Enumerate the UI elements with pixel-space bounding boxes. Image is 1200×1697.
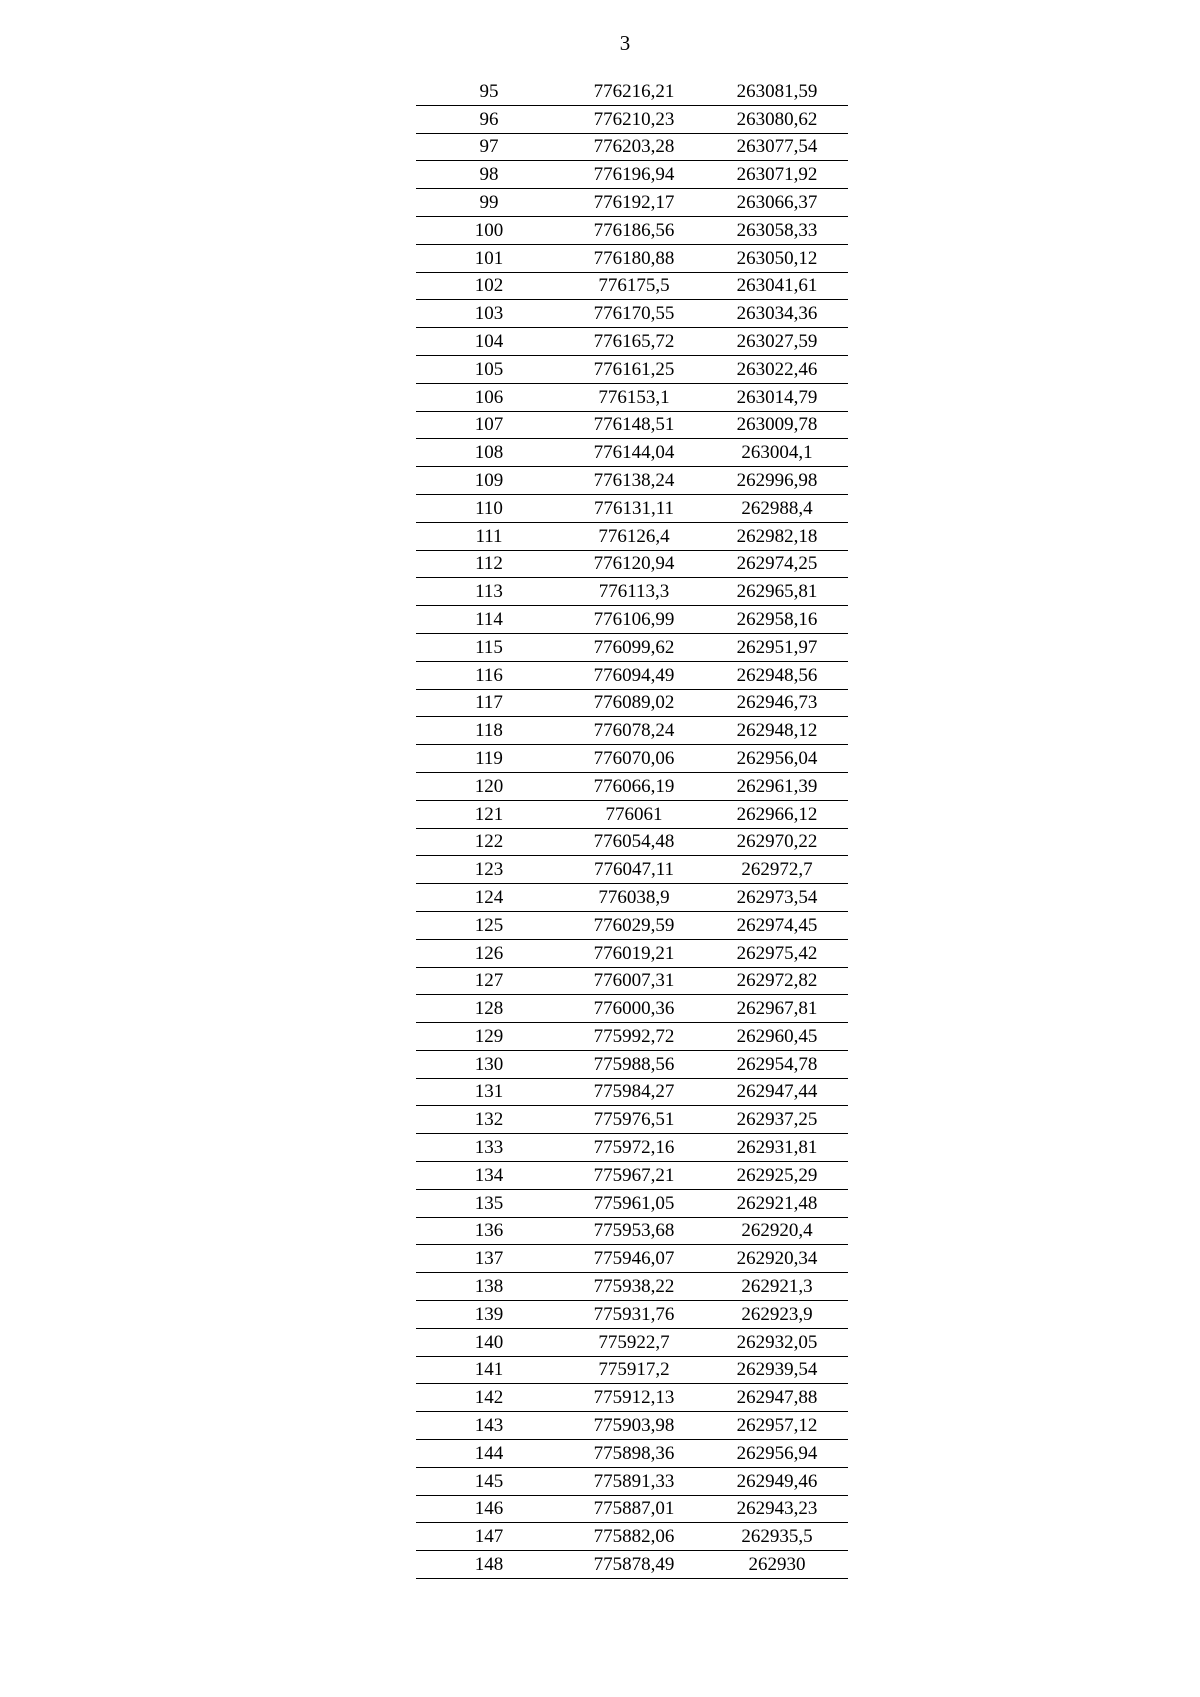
x-coordinate-cell: 776153,1 [562,383,706,411]
x-coordinate-cell: 776192,17 [562,189,706,217]
y-coordinate-cell: 262957,12 [706,1412,848,1440]
point-number-cell: 135 [416,1189,562,1217]
y-coordinate-cell: 262921,3 [706,1273,848,1301]
y-coordinate-cell: 262972,7 [706,856,848,884]
table-row [416,1106,848,1134]
point-number-cell: 113 [416,578,562,606]
y-coordinate-cell: 262970,22 [706,828,848,856]
point-number-cell: 105 [416,355,562,383]
point-number-cell: 100 [416,216,562,244]
point-number-cell: 108 [416,439,562,467]
point-number-cell: 97 [416,133,562,161]
table-row [416,522,848,550]
x-coordinate-cell: 776089,02 [562,689,706,717]
x-coordinate-cell: 776029,59 [562,911,706,939]
point-number-cell: 144 [416,1440,562,1468]
point-number-cell: 128 [416,995,562,1023]
y-coordinate-cell: 262937,25 [706,1106,848,1134]
coordinates-table-body [416,78,848,1579]
x-coordinate-cell: 776170,55 [562,300,706,328]
point-number-cell: 121 [416,800,562,828]
point-number-cell: 127 [416,967,562,995]
x-coordinate-cell: 776038,9 [562,884,706,912]
table-row [416,1078,848,1106]
point-number-cell: 111 [416,522,562,550]
x-coordinate-cell: 775922,7 [562,1328,706,1356]
x-coordinate-cell: 776078,24 [562,717,706,745]
y-coordinate-cell: 262956,94 [706,1440,848,1468]
table-row [416,161,848,189]
y-coordinate-cell: 262923,9 [706,1301,848,1329]
y-coordinate-cell: 262921,48 [706,1189,848,1217]
point-number-cell: 119 [416,745,562,773]
table-row [416,1467,848,1495]
point-number-cell: 143 [416,1412,562,1440]
point-number-cell: 148 [416,1551,562,1579]
x-coordinate-cell: 775912,13 [562,1384,706,1412]
x-coordinate-cell: 776196,94 [562,161,706,189]
table-row [416,578,848,606]
point-number-cell: 141 [416,1356,562,1384]
x-coordinate-cell: 775961,05 [562,1189,706,1217]
x-coordinate-cell: 776180,88 [562,244,706,272]
y-coordinate-cell: 262948,12 [706,717,848,745]
y-coordinate-cell: 263050,12 [706,244,848,272]
table-row [416,133,848,161]
table-row [416,800,848,828]
table-row [416,661,848,689]
x-coordinate-cell: 775891,33 [562,1467,706,1495]
point-number-cell: 116 [416,661,562,689]
y-coordinate-cell: 262960,45 [706,1023,848,1051]
table-row [416,1134,848,1162]
y-coordinate-cell: 262931,81 [706,1134,848,1162]
table-row [416,355,848,383]
point-number-cell: 139 [416,1301,562,1329]
y-coordinate-cell: 263071,92 [706,161,848,189]
x-coordinate-cell: 776061 [562,800,706,828]
point-number-cell: 99 [416,189,562,217]
point-number-cell: 101 [416,244,562,272]
point-number-cell: 109 [416,467,562,495]
y-coordinate-cell: 262965,81 [706,578,848,606]
table-row [416,1162,848,1190]
x-coordinate-cell: 776120,94 [562,550,706,578]
table-row [416,772,848,800]
table-row [416,1301,848,1329]
point-number-cell: 126 [416,939,562,967]
point-number-cell: 103 [416,300,562,328]
y-coordinate-cell: 262958,16 [706,606,848,634]
x-coordinate-cell: 776000,36 [562,995,706,1023]
y-coordinate-cell: 262930 [706,1551,848,1579]
point-number-cell: 117 [416,689,562,717]
point-number-cell: 140 [416,1328,562,1356]
y-coordinate-cell: 262947,44 [706,1078,848,1106]
point-number-cell: 130 [416,1050,562,1078]
y-coordinate-cell: 262967,81 [706,995,848,1023]
y-coordinate-cell: 262932,05 [706,1328,848,1356]
y-coordinate-cell: 262920,34 [706,1245,848,1273]
y-coordinate-cell: 262973,54 [706,884,848,912]
point-number-cell: 115 [416,633,562,661]
table-row [416,856,848,884]
point-number-cell: 95 [416,78,562,105]
y-coordinate-cell: 262947,88 [706,1384,848,1412]
x-coordinate-cell: 775967,21 [562,1162,706,1190]
point-number-cell: 132 [416,1106,562,1134]
point-number-cell: 147 [416,1523,562,1551]
y-coordinate-cell: 263009,78 [706,411,848,439]
x-coordinate-cell: 776144,04 [562,439,706,467]
y-coordinate-cell: 263080,62 [706,105,848,133]
table-row [416,828,848,856]
x-coordinate-cell: 776066,19 [562,772,706,800]
y-coordinate-cell: 262972,82 [706,967,848,995]
y-coordinate-cell: 263022,46 [706,355,848,383]
y-coordinate-cell: 262975,42 [706,939,848,967]
point-number-cell: 125 [416,911,562,939]
table-row [416,1328,848,1356]
x-coordinate-cell: 776216,21 [562,78,706,105]
point-number-cell: 112 [416,550,562,578]
table-row [416,244,848,272]
x-coordinate-cell: 776203,28 [562,133,706,161]
table-row [416,1023,848,1051]
point-number-cell: 118 [416,717,562,745]
y-coordinate-cell: 262974,25 [706,550,848,578]
y-coordinate-cell: 262961,39 [706,772,848,800]
table-row [416,216,848,244]
point-number-cell: 142 [416,1384,562,1412]
table-row [416,1551,848,1579]
x-coordinate-cell: 775887,01 [562,1495,706,1523]
x-coordinate-cell: 775898,36 [562,1440,706,1468]
table-row [416,1273,848,1301]
y-coordinate-cell: 262946,73 [706,689,848,717]
point-number-cell: 131 [416,1078,562,1106]
point-number-cell: 114 [416,606,562,634]
point-number-cell: 120 [416,772,562,800]
table-row [416,606,848,634]
table-row [416,78,848,105]
table-row [416,1217,848,1245]
table-row [416,967,848,995]
y-coordinate-cell: 263077,54 [706,133,848,161]
x-coordinate-cell: 776186,56 [562,216,706,244]
x-coordinate-cell: 775931,76 [562,1301,706,1329]
y-coordinate-cell: 262954,78 [706,1050,848,1078]
table-row [416,105,848,133]
x-coordinate-cell: 776113,3 [562,578,706,606]
page-number: 3 [619,31,631,55]
x-coordinate-cell: 775938,22 [562,1273,706,1301]
table-row [416,1523,848,1551]
table-row [416,383,848,411]
y-coordinate-cell: 262974,45 [706,911,848,939]
x-coordinate-cell: 776161,25 [562,355,706,383]
x-coordinate-cell: 776047,11 [562,856,706,884]
point-number-cell: 110 [416,494,562,522]
x-coordinate-cell: 775976,51 [562,1106,706,1134]
y-coordinate-cell: 262951,97 [706,633,848,661]
table-row [416,717,848,745]
x-coordinate-cell: 775882,06 [562,1523,706,1551]
table-row [416,411,848,439]
point-number-cell: 106 [416,383,562,411]
y-coordinate-cell: 262956,04 [706,745,848,773]
x-coordinate-cell: 776094,49 [562,661,706,689]
table-row [416,1495,848,1523]
point-number-cell: 104 [416,328,562,356]
x-coordinate-cell: 775903,98 [562,1412,706,1440]
point-number-cell: 146 [416,1495,562,1523]
table-row [416,884,848,912]
y-coordinate-cell: 263027,59 [706,328,848,356]
table-row [416,1050,848,1078]
y-coordinate-cell: 263004,1 [706,439,848,467]
x-coordinate-cell: 775988,56 [562,1050,706,1078]
table-row [416,1356,848,1384]
x-coordinate-cell: 776175,5 [562,272,706,300]
y-coordinate-cell: 262925,29 [706,1162,848,1190]
y-coordinate-cell: 262939,54 [706,1356,848,1384]
x-coordinate-cell: 776070,06 [562,745,706,773]
point-number-cell: 98 [416,161,562,189]
x-coordinate-cell: 776131,11 [562,494,706,522]
y-coordinate-cell: 262982,18 [706,522,848,550]
point-number-cell: 145 [416,1467,562,1495]
x-coordinate-cell: 775917,2 [562,1356,706,1384]
y-coordinate-cell: 262996,98 [706,467,848,495]
y-coordinate-cell: 262949,46 [706,1467,848,1495]
y-coordinate-cell: 263081,59 [706,78,848,105]
x-coordinate-cell: 776138,24 [562,467,706,495]
table-row [416,633,848,661]
y-coordinate-cell: 262943,23 [706,1495,848,1523]
table-row [416,689,848,717]
table-row [416,1412,848,1440]
table-row [416,995,848,1023]
y-coordinate-cell: 263066,37 [706,189,848,217]
table-row [416,272,848,300]
point-number-cell: 136 [416,1217,562,1245]
table-row [416,550,848,578]
point-number-cell: 133 [416,1134,562,1162]
point-number-cell: 123 [416,856,562,884]
x-coordinate-cell: 776148,51 [562,411,706,439]
point-number-cell: 107 [416,411,562,439]
x-coordinate-cell: 775878,49 [562,1551,706,1579]
table-row [416,494,848,522]
y-coordinate-cell: 263041,61 [706,272,848,300]
point-number-cell: 134 [416,1162,562,1190]
y-coordinate-cell: 263034,36 [706,300,848,328]
x-coordinate-cell: 776210,23 [562,105,706,133]
x-coordinate-cell: 775946,07 [562,1245,706,1273]
y-coordinate-cell: 263014,79 [706,383,848,411]
table-row [416,1384,848,1412]
y-coordinate-cell: 262948,56 [706,661,848,689]
x-coordinate-cell: 776099,62 [562,633,706,661]
table-row [416,1189,848,1217]
x-coordinate-cell: 775984,27 [562,1078,706,1106]
point-number-cell: 138 [416,1273,562,1301]
x-coordinate-cell: 776019,21 [562,939,706,967]
point-number-cell: 96 [416,105,562,133]
point-number-cell: 124 [416,884,562,912]
x-coordinate-cell: 775953,68 [562,1217,706,1245]
table-row [416,439,848,467]
table-row [416,745,848,773]
table-row [416,1245,848,1273]
y-coordinate-cell: 262920,4 [706,1217,848,1245]
table-row [416,328,848,356]
x-coordinate-cell: 776054,48 [562,828,706,856]
x-coordinate-cell: 775992,72 [562,1023,706,1051]
x-coordinate-cell: 776106,99 [562,606,706,634]
y-coordinate-cell: 262988,4 [706,494,848,522]
x-coordinate-cell: 775972,16 [562,1134,706,1162]
table-row [416,189,848,217]
table-row [416,467,848,495]
x-coordinate-cell: 776007,31 [562,967,706,995]
table-row [416,939,848,967]
coordinates-table [416,78,848,1579]
y-coordinate-cell: 262935,5 [706,1523,848,1551]
y-coordinate-cell: 263058,33 [706,216,848,244]
point-number-cell: 137 [416,1245,562,1273]
x-coordinate-cell: 776126,4 [562,522,706,550]
y-coordinate-cell: 262966,12 [706,800,848,828]
point-number-cell: 102 [416,272,562,300]
x-coordinate-cell: 776165,72 [562,328,706,356]
point-number-cell: 129 [416,1023,562,1051]
table-row [416,911,848,939]
table-row [416,1440,848,1468]
point-number-cell: 122 [416,828,562,856]
table-row [416,300,848,328]
